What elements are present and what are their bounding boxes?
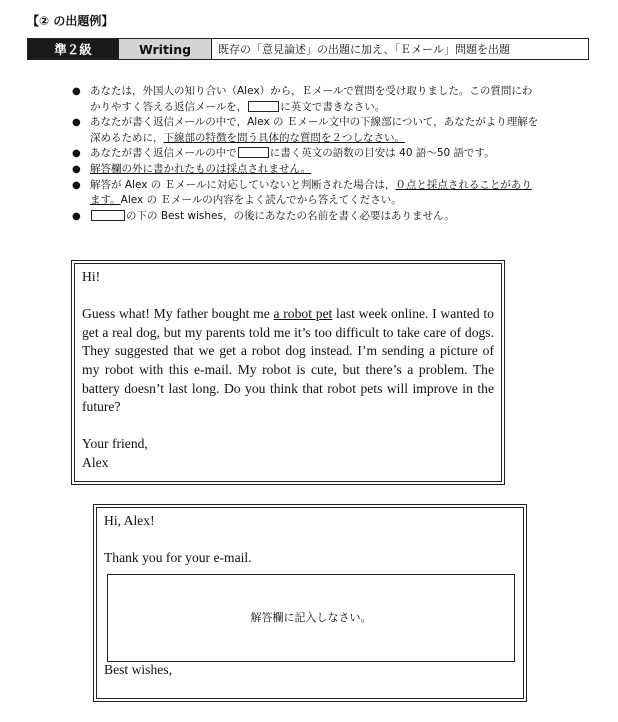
email-body bbox=[82, 305, 494, 417]
underlined-phrase: a robot pet bbox=[273, 306, 333, 322]
instruction-text: あなたが書く返信メールの中で，Alex の Ｅメール文中の下線部について，あなたがより理解を深めるために， bbox=[90, 116, 539, 144]
answer-prompt: 解答欄に記入しなさい。 bbox=[250, 610, 372, 624]
section-title: 【② の出題例】 bbox=[27, 14, 114, 28]
grade-label: 準２級 bbox=[28, 39, 118, 59]
instruction-item bbox=[72, 178, 542, 209]
answer-box[interactable] bbox=[107, 574, 515, 662]
instruction-text: あなたは，外国人の知り合い（Alex）から，Ｅメールで質問を受け取りました。この質問にわかりやすく答える返信メールを， bbox=[90, 85, 533, 113]
email-body-rest: last week online. I wanted to get a real dog, but my parents told me it’s too difficult to take care of dogs. They suggested that we get a robot dog instead. I’m sending a picture of my robot with this e-mail. My robot is cute, but there’s a problem. The battery doesn’t last long. Do you think that robot pets will improve in the future? bbox=[82, 306, 494, 415]
email-greeting: Hi! bbox=[82, 269, 101, 284]
skill-label: Writing bbox=[118, 39, 212, 59]
answer-blank-box bbox=[91, 210, 125, 221]
instruction-text: 解答が Alex の Ｅメールに対応していないと判断された場合は， bbox=[90, 178, 396, 191]
instruction-underlined-text: 解答欄の外に書かれたものは採点されません。 bbox=[90, 162, 312, 175]
instruction-text: Alex の Ｅメールの内容をよく読んでから答えてください。 bbox=[120, 194, 402, 207]
answer-blank-box bbox=[238, 147, 269, 158]
answer-blank-box bbox=[248, 101, 279, 112]
reply-thanks: Thank you for your e-mail. bbox=[104, 550, 252, 566]
bullet-icon: ● bbox=[72, 163, 81, 175]
exam-header bbox=[27, 38, 589, 60]
reply-closing: Best wishes, bbox=[104, 662, 172, 677]
instruction-item bbox=[72, 84, 542, 115]
instruction-underlined-text: ０点と採点されることがあります。 bbox=[90, 178, 532, 207]
instruction-text: あなたが書く返信メールの中で bbox=[90, 147, 237, 160]
reply-email bbox=[96, 507, 524, 699]
email-sender-name: Alex bbox=[82, 454, 109, 470]
instruction-text: の下の Best wishes，の後にあなたの名前を書く必要はありません。 bbox=[126, 209, 455, 222]
bullet-icon: ● bbox=[72, 117, 81, 129]
instructions-list bbox=[72, 84, 542, 224]
bullet-icon: ● bbox=[72, 179, 81, 191]
instruction-text: に書く英文の語数の目安は 40 語〜50 語です。 bbox=[269, 147, 495, 160]
instruction-underlined-text: 下線部の特徴を問う具体的な質問を２つしなさい。 bbox=[163, 131, 405, 144]
bullet-icon: ● bbox=[72, 148, 81, 160]
instruction-item bbox=[72, 146, 542, 162]
email-body-start: Guess what! My father bought me bbox=[82, 306, 274, 322]
email-signoff: Your friend, bbox=[82, 436, 148, 452]
alex-email bbox=[74, 263, 502, 482]
instruction-item bbox=[72, 209, 542, 225]
header-description: 既存の「意見論述」の出題に加え、「Ｅメール」問題を出題 bbox=[218, 43, 510, 56]
instruction-item bbox=[72, 115, 542, 146]
bullet-icon: ● bbox=[72, 210, 81, 222]
bullet-icon: ● bbox=[72, 86, 81, 97]
instruction-text: に英文で書きなさい。 bbox=[280, 100, 386, 113]
reply-greeting: Hi, Alex! bbox=[104, 513, 155, 528]
instruction-item bbox=[72, 162, 542, 178]
